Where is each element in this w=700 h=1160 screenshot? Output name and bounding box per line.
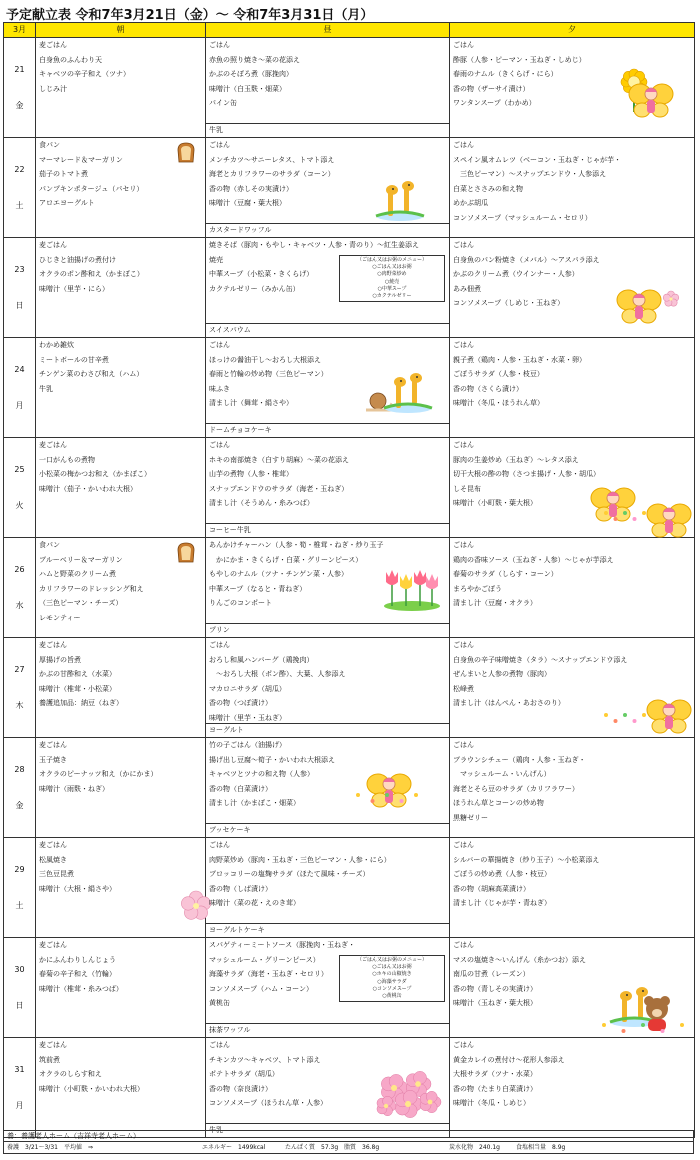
dinner-item: マスの塩焼き～いんげん（糸かつお）添え <box>453 955 586 964</box>
breakfast-item: 牛乳 <box>39 384 53 393</box>
lunch-item: ～おろし大根（ポン酢）、大葉、人参添え <box>209 670 346 679</box>
lunch-item: かぶのそぼろ煮（豚挽肉） <box>209 70 293 79</box>
dinner-cell <box>450 538 695 638</box>
dinner-item: かぶのクリーム煮（ウインナー・人参） <box>453 270 579 279</box>
page-title: 予定献立表 令和7年3月21日（金）～ 令和7年3月31日（月） <box>6 8 374 23</box>
dinner-item: ごはん <box>453 641 474 649</box>
day-row <box>4 638 695 738</box>
breakfast-item: ミートボールの甘辛煮 <box>39 355 109 364</box>
breakfast-item: 麦ごはん <box>39 41 67 49</box>
lunch-item: 清まし汁（かまぼこ・畑菜） <box>209 799 300 808</box>
dinner-item: ごはん <box>453 941 474 949</box>
dinner-item: ごぼうの炒め煮（人参・枝豆） <box>453 870 551 879</box>
day-row <box>4 338 695 438</box>
lunch-item: 香の物（奈良漬け） <box>209 1084 272 1093</box>
breakfast-item: 味噌汁（茄子・かいわれ大根） <box>39 484 137 493</box>
lunch-item: メンチカツ～サニーレタス、トマト添え <box>209 155 335 164</box>
breakfast-item: カリフラワーのドレッシング和え <box>39 584 144 593</box>
day-cell <box>4 738 36 838</box>
breakfast-item: 味噌汁（里芋・にら） <box>39 284 109 293</box>
lunch-cell <box>206 138 450 238</box>
day-row <box>4 238 695 338</box>
dinner-item: コンソメスープ（マッシュルーム・セロリ） <box>453 213 592 222</box>
alternative-menu-item: （ごはん又はお粥のメニュー） <box>356 257 427 263</box>
fairy-butterfly-icon <box>616 286 662 326</box>
alternative-menu-box <box>339 255 445 302</box>
tulips-icon <box>382 562 442 612</box>
dinner-item: ごはん <box>453 441 474 449</box>
snack-item: スイスパウム <box>206 323 449 337</box>
dinner-item: 清まし汁（豆腐・オクラ） <box>453 599 537 608</box>
day-number: 26 <box>14 564 25 574</box>
snack-item: ドームチョコケーキ <box>206 423 449 437</box>
breakfast-item: 麦ごはん <box>39 741 67 749</box>
lunch-item: あんかけチャーハン（人参・筍・椎茸・ねぎ・炒り玉子 <box>209 541 384 549</box>
dinner-cell <box>450 338 695 438</box>
weekday: 土 <box>15 900 24 910</box>
day-cell <box>4 638 36 738</box>
day-number: 23 <box>14 264 25 274</box>
weekday: 月 <box>15 400 24 410</box>
breakfast-item: 筑前煮 <box>39 1055 60 1064</box>
dinner-item: 黄金カレイの煮付け～花形人参添え <box>453 1055 565 1064</box>
breakfast-cell <box>36 138 206 238</box>
lunch-item: 海老とカリフラワーのサラダ（コーン） <box>209 170 335 179</box>
breakfast-cell <box>36 538 206 638</box>
giraffes-icon <box>374 178 426 222</box>
dinner-item: 香の物（青しその実漬け） <box>453 984 537 993</box>
dinner-item: ごはん <box>453 241 474 249</box>
breakfast-cell <box>36 838 206 938</box>
lunch-item: 香の物（つぼ漬け） <box>209 699 272 708</box>
lunch-item: 香の物（白菜漬け） <box>209 784 272 793</box>
dinner-item: ごはん <box>453 1041 474 1049</box>
butterfly-girl-icon <box>646 696 692 736</box>
day-number: 28 <box>14 764 25 774</box>
breakfast-item: 食パン <box>39 141 60 149</box>
breakfast-item: 麦ごはん <box>39 641 67 649</box>
lunch-cell <box>206 938 450 1038</box>
snack-item: ヨーグルト <box>206 723 449 737</box>
breakfast-cell <box>36 38 206 138</box>
breakfast-item: 一口がんもの煮物 <box>39 455 95 464</box>
lunch-item: ポテトサラダ（胡瓜） <box>209 1070 279 1079</box>
weekday: 日 <box>15 300 24 310</box>
day-row <box>4 438 695 538</box>
stars-decoration <box>352 788 422 806</box>
lunch-item: コンソメスープ（ほうれん草・人参） <box>209 1099 328 1108</box>
lunch-item: ごはん <box>209 341 230 349</box>
day-row <box>4 738 695 838</box>
sparkle-icon <box>662 290 680 308</box>
breakfast-cell <box>36 638 206 738</box>
dinner-item: ごはん <box>453 41 474 49</box>
dinner-item: 味噌汁（冬瓜・ほうれん草） <box>453 399 544 408</box>
dinner-item: 南瓜の甘煮（レーズン） <box>453 970 530 979</box>
lunch-item: カクテルゼリー（みかん缶） <box>209 284 300 293</box>
lunch-item: スパゲティーミートソース（豚挽肉・玉ねぎ・ <box>209 941 356 949</box>
lunch-item: 揚げ出し豆腐～筍子・かいわれ大根添え <box>209 755 335 764</box>
breakfast-item: 春菊の辛子和え（竹輪） <box>39 970 116 979</box>
day-cell <box>4 1038 36 1138</box>
lunch-cell <box>206 38 450 138</box>
dinner-item: 大根サラダ（ツナ・水菜） <box>453 1070 537 1079</box>
dinner-cell <box>450 938 695 1038</box>
lunch-cell <box>206 338 450 438</box>
protein-value: たんぱく質 57.3g <box>285 1144 339 1151</box>
dinner-cell <box>450 138 695 238</box>
giraffes-icon <box>382 370 434 414</box>
lunch-item: 中華スープ（小松菜・きくらげ） <box>209 270 314 279</box>
alternative-menu-item: ○黄桃缶 <box>382 993 402 1000</box>
lunch-cell <box>206 238 450 338</box>
day-row <box>4 1038 695 1138</box>
lunch-item: 海藻サラダ（海老・玉ねぎ・セロリ） <box>209 970 328 979</box>
breakfast-item: 麦ごはん <box>39 441 67 449</box>
day-cell <box>4 38 36 138</box>
alternative-menu-item: ○海藻サラダ <box>377 978 407 985</box>
lunch-item: ごはん <box>209 41 230 49</box>
stars-decoration <box>600 506 650 524</box>
dinner-item: 松峰煮 <box>453 684 474 693</box>
butterfly-girl-icon <box>646 500 692 540</box>
breakfast-item: マーマレード＆マーガリン <box>39 155 123 164</box>
dinner-cell <box>450 438 695 538</box>
lunch-item: キャベツとツナの和え物（人参） <box>209 770 314 779</box>
lunch-item: 焼きそば（豚肉・もやし・キャベツ・人参・青のり）～紅生姜添え <box>209 241 419 249</box>
menu-header-row <box>4 23 695 38</box>
lunch-item: 香の物（赤しその実漬け） <box>209 184 293 193</box>
breakfast-item: オクラのピーナッツ和え（かにかま） <box>39 770 158 779</box>
lunch-item: 竹の子ごはん（油揚げ） <box>209 741 286 749</box>
breakfast-item: 厚揚げの旨煮 <box>39 655 81 664</box>
breakfast-item: アロエヨーグルト <box>39 199 95 208</box>
footer-note: 養：養護老人ホーム（吉祥寺老人ホーム） <box>3 1130 694 1141</box>
dinner-item: 親子煮（鶏肉・人参・玉ねぎ・水菜・卵） <box>453 355 586 364</box>
breakfast-item: 麦ごはん <box>39 241 67 249</box>
alternative-menu-box <box>339 955 445 1002</box>
lunch-item: 中華スープ（なると・青ねぎ） <box>209 584 307 593</box>
dinner-item: 味噌汁（小町麩・葉大根） <box>453 499 537 508</box>
breakfast-item: ハムと野菜のクリーム煮 <box>39 570 116 579</box>
lunch-cell <box>206 538 450 638</box>
breakfast-item: 味噌汁（大根・絹さや） <box>39 884 116 893</box>
lunch-item: 香の物（しば漬け） <box>209 884 272 893</box>
menu-table <box>3 22 695 1138</box>
lunch-item: 山芋の煮物（人参・椎茸） <box>209 470 293 479</box>
snack-item: プリン <box>206 623 449 637</box>
breakfast-item: 味噌汁（椎茸・小松菜） <box>39 684 116 693</box>
lunch-cell <box>206 438 450 538</box>
day-row <box>4 38 695 138</box>
dinner-cell <box>450 738 695 838</box>
weekday: 火 <box>15 500 24 510</box>
breakfast-cell <box>36 738 206 838</box>
dinner-item: 香の物（ザーサイ漬け） <box>453 84 530 93</box>
breakfast-item: ブルーベリー＆マーガリン <box>39 555 123 564</box>
dinner-item: ごはん <box>453 841 474 849</box>
weekday: 金 <box>15 800 24 810</box>
lunch-cell <box>206 638 450 738</box>
breakfast-cell <box>36 938 206 1038</box>
weekday: 月 <box>15 1100 24 1110</box>
alternative-menu-item: ○ごはん又はお粥 <box>372 964 412 971</box>
dinner-item: ごはん <box>453 541 474 549</box>
dinner-cell <box>450 1038 695 1138</box>
day-cell <box>4 938 36 1038</box>
lunch-cell <box>206 1038 450 1138</box>
header-breakfast: 朝 <box>36 23 206 38</box>
day-number: 24 <box>14 364 25 374</box>
dinner-item: 白身魚の辛子味噌焼き（タラ）～スナップエンドウ添え <box>453 655 628 664</box>
breakfast-item: パンプキンポタージュ（パセリ） <box>39 184 144 193</box>
dinner-item: 豚肉の生姜炒め（玉ねぎ）～レタス添え <box>453 455 579 464</box>
breakfast-item: 白身魚のふんわり天 <box>39 55 102 64</box>
dinner-item: スペイン風オムレツ（ベーコン・玉ねぎ・じゃが芋・ <box>453 155 621 164</box>
dinner-item: 香の物（さくら漬け） <box>453 384 523 393</box>
dinner-cell <box>450 638 695 738</box>
dinner-item: 香の物（たまり白菜漬け） <box>453 1084 537 1093</box>
dinner-item: 三色ピーマン）～スナップエンドウ・人参添え <box>453 170 607 179</box>
lunch-cell <box>206 738 450 838</box>
breakfast-item: レモンティー <box>39 613 81 622</box>
alternative-menu-item: ○肉野菜炒め <box>377 271 407 278</box>
weekday: 金 <box>15 100 24 110</box>
snack-item: 牛乳 <box>206 123 449 137</box>
dinner-item: 春菊のサラダ（しらす・コーン） <box>453 570 558 579</box>
lunch-item: チキンカツ～キャベツ、トマト添え <box>209 1055 321 1064</box>
lunch-item: かにかま・きくらげ・白菜・グリーンピース） <box>209 555 363 564</box>
dinner-item: 鶏肉の香味ソース（玉ねぎ・人参）～じゃが芋添え <box>453 555 614 564</box>
alternative-menu-item: ○ホキの山椒焼き <box>372 971 412 978</box>
dinner-item: 白身魚のパン粉焼き（メバル）～アスパラ添え <box>453 255 600 264</box>
dinner-item: 清まし汁（じゃが芋・青ねぎ） <box>453 899 551 908</box>
dinner-item: 香の物（胡麻高菜漬け） <box>453 884 530 893</box>
lunch-item: 肉野菜炒め（豚肉・玉ねぎ・三色ピーマン・人参・にら） <box>209 855 391 864</box>
lunch-item: 春雨と竹輪の炒め物（三色ピーマン） <box>209 370 328 379</box>
snack-item: ヨーグルトケーキ <box>206 923 449 937</box>
header-dinner: 夕 <box>450 23 695 38</box>
lunch-item: パイン缶 <box>209 99 237 108</box>
breakfast-item: かぶの甘酢和え（水菜） <box>39 670 116 679</box>
day-number: 30 <box>14 964 25 974</box>
lunch-item: 味噌汁（白玉麩・畑菜） <box>209 84 286 93</box>
breakfast-cell <box>36 338 206 438</box>
breakfast-item: キャベツの辛子和え（ツナ） <box>39 70 130 79</box>
dinner-item: ごぼうサラダ（人参・枝豆） <box>453 370 544 379</box>
dinner-item: コンソメスープ（しめじ・玉ねぎ） <box>453 299 565 308</box>
dinner-item: 黒糖ゼリー <box>453 813 488 822</box>
breakfast-item: 麦ごはん <box>39 941 67 949</box>
lunch-item: 味噌汁（菜の花・えのき茸） <box>209 899 300 908</box>
breakfast-item: オクラのポン酢和え（かまぼこ） <box>39 270 144 279</box>
alternative-menu-item: ○ごはん又はお粥 <box>372 264 412 271</box>
dinner-item: 白菜とささみの和え物 <box>453 184 523 193</box>
lunch-item: もやしのナムル（ツナ・チンゲン菜・人参） <box>209 570 349 579</box>
lunch-item: コンソメスープ（ハム・コーン） <box>209 984 314 993</box>
snack-item: カスタードワッフル <box>206 223 449 237</box>
lunch-item: ごはん <box>209 1041 230 1049</box>
breakfast-cell <box>36 1038 206 1138</box>
lunch-item: ごはん <box>209 441 230 449</box>
dinner-item: ごはん <box>453 341 474 349</box>
dinner-cell <box>450 838 695 938</box>
dinner-item: ごはん <box>453 741 474 749</box>
day-row <box>4 538 695 638</box>
period-label: 養護 3/21～3/31 平均値 ⇒ <box>7 1144 93 1151</box>
nutrition-footer <box>3 1130 694 1154</box>
day-number: 27 <box>14 664 25 674</box>
lunch-item: マカロニサラダ（胡瓜） <box>209 684 286 693</box>
header-lunch: 昼 <box>206 23 450 38</box>
lunch-item: スナップエンドウのサラダ（海老・玉ねぎ） <box>209 484 349 493</box>
snack-item: コーヒー牛乳 <box>206 523 449 537</box>
dinner-item: ほうれん草とコーンの炒め物 <box>453 799 544 808</box>
breakfast-item: 味噌汁（小町麩・かいわれ大根） <box>39 1084 144 1093</box>
lunch-item: ほっけの醤油干し～おろし大根添え <box>209 355 321 364</box>
bread-icon <box>176 542 196 564</box>
day-number: 29 <box>14 864 25 874</box>
day-cell <box>4 238 36 338</box>
dinner-item: 切干大根の酢の物（さつま揚げ・人参・胡瓜） <box>453 470 600 479</box>
lunch-item: 焼売 <box>209 255 223 264</box>
stars-decoration <box>598 1018 688 1036</box>
butterfly-girl-icon <box>628 80 674 120</box>
dinner-item: 春雨のナムル（きくらげ・にら） <box>453 70 558 79</box>
breakfast-item: ひじきと油揚げの煮付け <box>39 255 116 264</box>
breakfast-item: 麦ごはん <box>39 1041 67 1049</box>
alternative-menu-item: ○カクテルゼリー <box>372 293 412 300</box>
alternative-menu-item: ○コンソメスープ <box>372 985 412 992</box>
lunch-item: ホキの南部焼き（白すり胡麻）～菜の花添え <box>209 455 349 464</box>
day-number: 22 <box>14 164 25 174</box>
lunch-item: 黄桃缶 <box>209 999 230 1008</box>
stars-decoration <box>600 708 650 726</box>
dinner-item: ぜんまいと人参の煮物（豚肉） <box>453 670 551 679</box>
dinner-item: ごはん <box>453 141 474 149</box>
dinner-item: あみ佃煮 <box>453 284 481 293</box>
breakfast-item: 松風焼き <box>39 855 67 864</box>
day-number: 25 <box>14 464 25 474</box>
breakfast-item: 玉子焼き <box>39 755 67 764</box>
snack-item: ブッセケーキ <box>206 823 449 837</box>
lunch-item: 味ふき <box>209 384 230 393</box>
breakfast-item: わかめ雑炊 <box>39 341 74 349</box>
breakfast-item: しじみ汁 <box>39 84 67 93</box>
bread-icon <box>176 142 196 164</box>
dinner-item: 味噌汁（冬瓜・しめじ） <box>453 1099 530 1108</box>
breakfast-cell <box>36 438 206 538</box>
day-cell <box>4 138 36 238</box>
lunch-item: りんごのコンポート <box>209 599 272 608</box>
dinner-item: しそ昆布 <box>453 484 481 493</box>
day-cell <box>4 338 36 438</box>
lunch-item: ごはん <box>209 141 230 149</box>
dinner-item: 味噌汁（玉ねぎ・葉大根） <box>453 999 537 1008</box>
energy-value: エネルギー 1499kcal <box>202 1144 266 1151</box>
lunch-item: おろし和風ハンバーグ（鶏挽肉） <box>209 655 314 664</box>
day-number: 21 <box>14 64 25 74</box>
nutrition-summary <box>3 1141 694 1154</box>
dinner-item: シルバーの華揚焼き（炒り玉子）～小松菜添え <box>453 855 600 864</box>
breakfast-item: 味噌汁（椎茸・糸みつば） <box>39 984 123 993</box>
breakfast-item: かにふんわりしんじょう <box>39 955 116 964</box>
carbs-value: 炭水化物 240.1g <box>449 1144 500 1151</box>
breakfast-item: 食パン <box>39 541 60 549</box>
lunch-item: ごはん <box>209 641 230 649</box>
breakfast-item: オクラのしらす和え <box>39 1070 102 1079</box>
lunch-item: 清まし汁（舞茸・絹さや） <box>209 399 293 408</box>
alternative-menu-item: ○焼売 <box>384 278 400 285</box>
alternative-menu-item: ○中華スープ <box>377 285 407 292</box>
dinner-item: マッシュルーム・いんげん） <box>453 770 551 779</box>
weekday: 日 <box>15 1000 24 1010</box>
alternative-menu-item: （ごはん又はお粥のメニュー） <box>356 957 427 963</box>
lunch-item: 赤魚の照り焼き～菜の花添え <box>209 55 300 64</box>
flower-bouquet-icon <box>374 1068 444 1120</box>
day-row <box>4 138 695 238</box>
day-cell <box>4 438 36 538</box>
lunch-cell <box>206 838 450 938</box>
breakfast-item: 三色豆昆煮 <box>39 870 74 879</box>
day-row <box>4 938 695 1038</box>
breakfast-item: 味噌汁（雨麩・ねぎ） <box>39 784 109 793</box>
weekday: 水 <box>15 600 24 610</box>
breakfast-item: 麦ごはん <box>39 841 67 849</box>
lunch-item: マッシュルーム・グリーンピース） <box>209 955 320 964</box>
day-cell <box>4 538 36 638</box>
lunch-item: ごはん <box>209 841 230 849</box>
breakfast-item: 茄子のトマト煮 <box>39 170 88 179</box>
dinner-item: ワンタンスープ（わかめ） <box>453 99 536 108</box>
dinner-item: 酢豚（人参・ピーマン・玉ねぎ・しめじ） <box>453 55 586 64</box>
breakfast-cell <box>36 238 206 338</box>
dinner-item: 清まし汁（はんぺん・あおさのり） <box>453 699 565 708</box>
dinner-cell <box>450 38 695 138</box>
dinner-item: ブラウンシチュー（鶏肉・人参・玉ねぎ・ <box>453 755 586 764</box>
breakfast-item: 小松菜の梅かつお和え（かまぼこ） <box>39 470 151 479</box>
header-month: 3月 <box>4 23 36 38</box>
dinner-item: めかぶ胡瓜 <box>453 199 488 208</box>
dinner-item: 海老とそら豆のサラダ（カリフラワー） <box>453 784 579 793</box>
fat-value: 脂質 36.8g <box>344 1144 380 1151</box>
day-cell <box>4 838 36 938</box>
dinner-item: まろやかごぼう <box>453 584 502 593</box>
breakfast-item: （三色ピーマン・チーズ） <box>39 599 123 608</box>
lunch-item: 清まし汁（そうめん・糸みつば） <box>209 499 314 508</box>
lunch-item: 味噌汁（里芋・玉ねぎ） <box>209 713 286 722</box>
dinner-cell <box>450 238 695 338</box>
lunch-item: 味噌汁（豆腐・葉大根） <box>209 199 286 208</box>
day-number: 31 <box>14 1064 25 1074</box>
breakfast-item: 養護追加品：納豆（ねぎ） <box>39 699 123 708</box>
salt-value: 食塩相当量 8.9g <box>516 1144 566 1151</box>
weekday: 土 <box>15 200 24 210</box>
weekday: 木 <box>15 700 24 710</box>
snack-item: 抹茶ワッフル <box>206 1023 449 1037</box>
day-row <box>4 838 695 938</box>
snack-item: 牛乳 <box>206 1123 449 1137</box>
breakfast-item: チンゲン菜のわさび和え（ハム） <box>39 370 144 379</box>
lunch-item: ブロッコリーの塩麹サラダ（ほたて風味・チーズ） <box>209 870 370 879</box>
